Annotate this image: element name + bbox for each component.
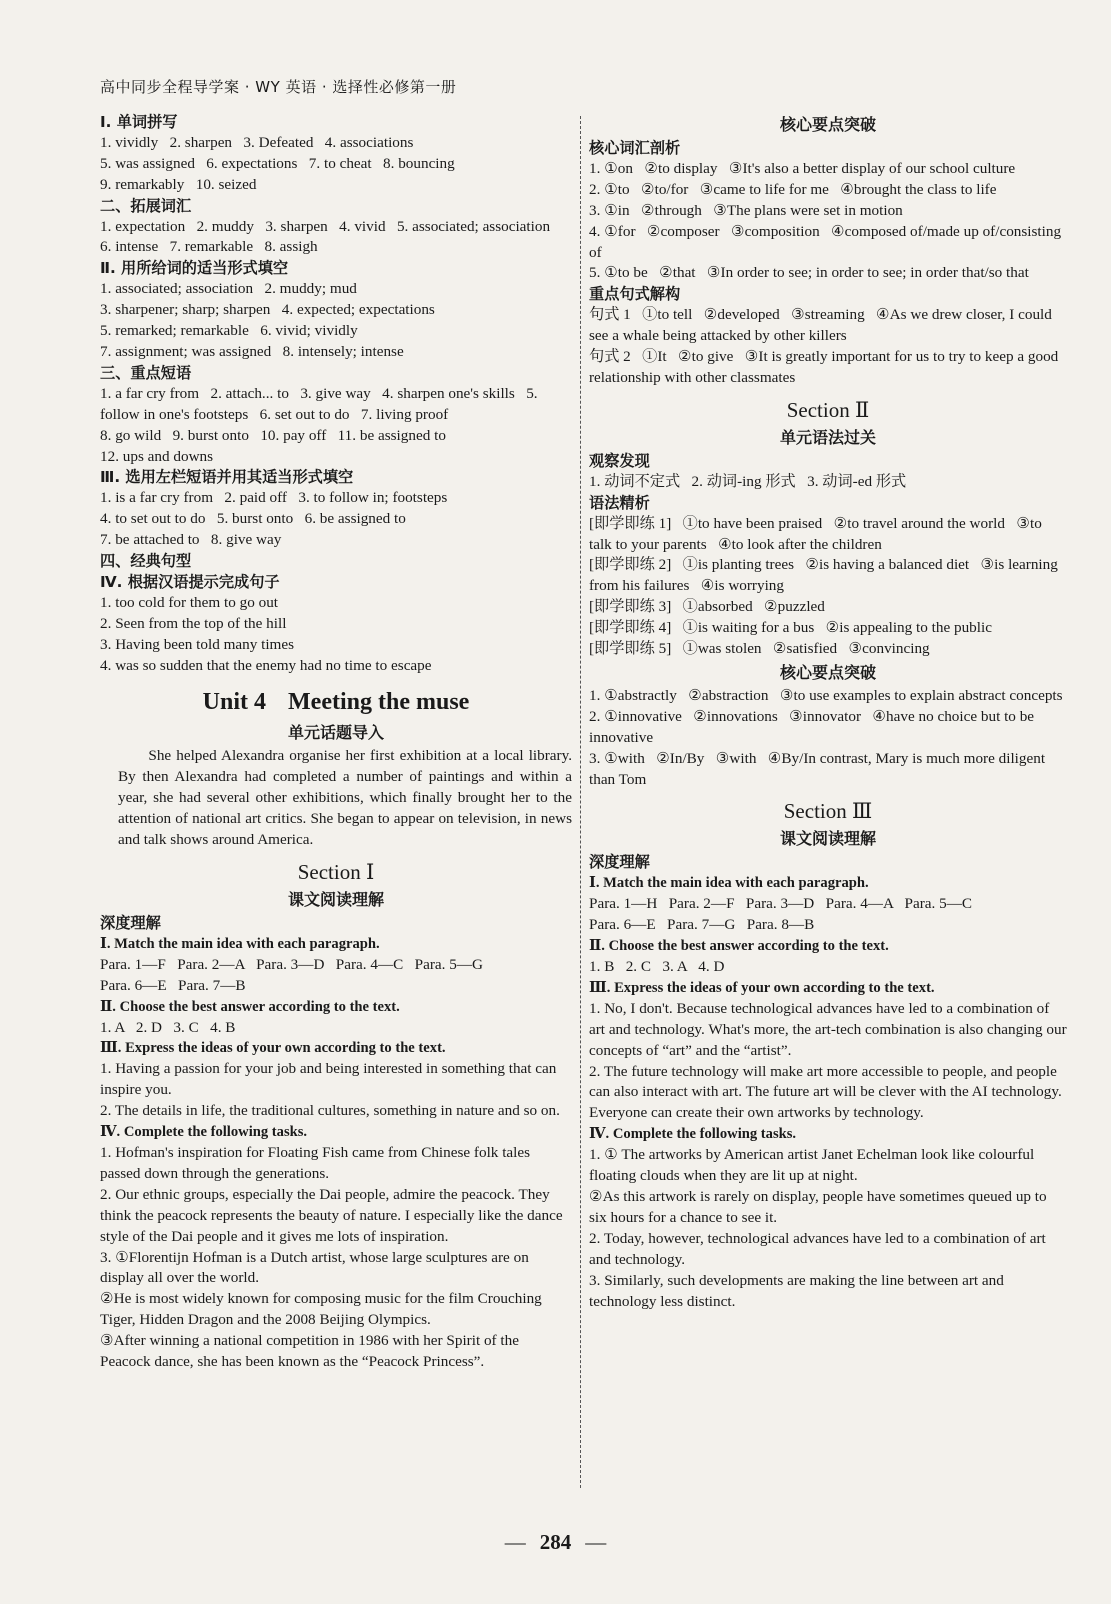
- section-3-title: Section Ⅲ: [783, 799, 873, 824]
- unit-intro-heading: 单元话题导入: [287, 723, 384, 743]
- section-heading: 重点句式解构: [589, 285, 681, 304]
- section-heading: Ⅳ. Complete the following tasks.: [589, 1126, 797, 1143]
- section-1-title: Section Ⅰ: [297, 860, 375, 884]
- answer-line: 4. to set out to do 5. burst onto 6. be assigned to: [100, 510, 406, 528]
- section-heading: Ⅳ. Complete the following tasks.: [100, 1124, 308, 1141]
- right-column: [589, 112, 1071, 1312]
- answer-line: ③After winning a national competition in 1986 with her Spirit of the Peacock dance, she has been known as the “Peacock Princess”.: [100, 1332, 523, 1371]
- section-heading: 语法精析: [589, 493, 650, 512]
- answer-line: 7. assignment; was assigned 8. intensely; intense: [100, 342, 404, 360]
- answer-line: 1. ①abstractly ②abstraction ③to use examples to explain abstract concepts: [589, 686, 1063, 704]
- section-heading: Ⅲ. Express the ideas of your own according to the text.: [100, 1040, 446, 1057]
- answer-line: 句式 2 ①It ②to give ③It is greatly important for us to try to keep a good relationship with other classmates: [589, 348, 1063, 386]
- page-header: 高中同步全程导学案 · WY 英语 · 选择性必修第一册: [100, 78, 457, 96]
- answer-line: 1. a far cry from 2. attach... to 3. give way 4. sharpen one's skills 5. follow in one's footsteps 6. set out to do 7. living proof: [100, 384, 542, 423]
- unit-name: Meeting the muse: [288, 689, 470, 716]
- answer-line: 1. ① The artworks by American artist Janet Echelman look like colourful floating clouds when they are lit up at night.: [589, 1146, 1039, 1185]
- answer-line: 3. Similarly, such developments are making the line between art and technology less distinct.: [589, 1271, 1008, 1310]
- answer-line: 12. ups and downs: [100, 447, 214, 465]
- answer-line: 2. The future technology will make art more accessible to people, and people can also interact with art. The future art will be clever with the AI technology. Everyone can create their own artworks by technology.: [589, 1062, 1066, 1122]
- answer-line: 1. Hofman's inspiration for Floating Fish came from Chinese folk tales passed down through the generations.: [100, 1143, 534, 1182]
- answer-line: [即学即练 2] ①is planting trees ②is having a balanced diet ③is learning from his failures ④is worrying: [589, 556, 1062, 595]
- answer-line: 句式 1 ①to tell ②developed ③streaming ④As we drew closer, I could see a whale being attacked by other killers: [589, 306, 1056, 345]
- section-3-subtitle: 课文阅读理解: [779, 829, 876, 849]
- page-number-value: 284: [539, 1530, 572, 1554]
- answer-line: 2. ①to ②to/for ③came to life for me ④brought the class to life: [589, 180, 997, 198]
- section-2-title: Section Ⅱ: [786, 397, 870, 422]
- answer-line: ②As this artwork is rarely on display, people have sometimes queued up to six hours for a chance to see it.: [589, 1187, 1051, 1226]
- section-heading: 深度理解: [100, 914, 161, 932]
- right-answers-block-4: [589, 852, 1071, 1312]
- section-heading: Ⅱ. 用所给词的适当形式填空: [100, 259, 289, 278]
- answer-line: Para. 6—E Para. 7—B: [100, 976, 246, 994]
- section-heading: Ⅲ. Express the ideas of your own according to the text.: [589, 979, 935, 996]
- section-heading: Ⅳ. 根据汉语提示完成句子: [100, 572, 280, 591]
- answer-line: Para. 1—H Para. 2—F Para. 3—D Para. 4—A Para. 5—C: [589, 895, 973, 913]
- section-1-subtitle: 课文阅读理解: [287, 890, 384, 909]
- answer-line: 1. A 2. D 3. C 4. B: [100, 1018, 236, 1036]
- column-divider: [580, 116, 581, 1488]
- left-answers-block-1: [100, 112, 572, 676]
- answer-line: 5. ①to be ②that ③In order to see; in order to see; in order that/so that: [589, 264, 1029, 282]
- answer-line: 9. remarkably 10. seized: [100, 175, 257, 193]
- unit-intro-text: She helped Alexandra organise her first exhibition at a local library. By then Alexandra had completed a number of paintings and within a year, she had several other exhibitions, which finally brought her to the attention of national art critics. She began to appear on television, in news and talk shows around America.: [118, 747, 572, 849]
- right-answers-block-3: [589, 686, 1067, 791]
- right-title-1: 核心要点突破: [779, 115, 876, 134]
- right-title-2: 核心要点突破: [779, 662, 876, 682]
- answer-line: 5. remarked; remarkable 6. vivid; vividly: [100, 322, 358, 340]
- section-heading: 核心词汇剖析: [589, 139, 681, 157]
- answer-line: 2. The details in life, the traditional cultures, something in nature and so on.: [100, 1102, 560, 1120]
- section-heading: Ⅰ. Match the main idea with each paragraph.: [589, 875, 869, 892]
- answer-line: 1. too cold for them to go out: [100, 593, 279, 611]
- section-heading: 观察发现: [589, 451, 650, 470]
- answer-line: 1. expectation 2. muddy 3. sharpen 4. vivid 5. associated; association 6. intense 7. remarkable 8. assigh: [100, 217, 562, 256]
- right-answers-block-2: [589, 451, 1067, 660]
- answer-line: 1. No, I don't. Because technological advances have led to a combination of art and technology. What's more, the art-tech combination is also changing our concepts of “art” and the “artist”.: [589, 999, 1071, 1059]
- answer-line: [即学即练 5] ①was stolen ②satisfied ③convincing: [589, 640, 930, 658]
- section-heading: Ⅰ. 单词拼写: [100, 113, 178, 131]
- left-answers-block-2: [100, 913, 572, 1373]
- left-column: [100, 112, 572, 1373]
- answer-line: [即学即练 1] ①to have been praised ②to travel around the world ③to talk to your parents ④to look after the children: [589, 514, 1046, 553]
- right-answers-block-1: [589, 138, 1067, 389]
- answer-line: 1. vividly 2. sharpen 3. Defeated 4. associations: [100, 133, 414, 151]
- answer-line: [即学即练 4] ①is waiting for a bus ②is appealing to the public: [589, 619, 992, 637]
- answer-line: Para. 1—F Para. 2—A Para. 3—D Para. 4—C Para. 5—G: [100, 955, 484, 973]
- section-heading: Ⅱ. Choose the best answer according to the text.: [589, 938, 889, 955]
- unit-number: Unit 4: [202, 689, 267, 716]
- section-heading: 四、经典句型: [100, 552, 192, 571]
- section-2-subtitle: 单元语法过关: [779, 427, 876, 447]
- page-number: — 284 —: [504, 1530, 607, 1554]
- answer-line: 3. Having been told many times: [100, 635, 295, 653]
- section-heading: Ⅱ. Choose the best answer according to the text.: [100, 998, 400, 1015]
- unit-title: [100, 684, 572, 720]
- section-heading: 深度理解: [589, 853, 650, 872]
- section-heading: Ⅰ. Match the main idea with each paragraph.: [100, 935, 380, 952]
- answer-line: 2. ①innovative ②innovations ③innovator ④have no choice but to be innovative: [589, 707, 1038, 746]
- answer-line: 2. Today, however, technological advances have led to a combination of art and technology.: [589, 1229, 1050, 1268]
- answer-line: 2. Our ethnic groups, especially the Dai people, admire the peacock. They think the peacock represents the beauty of nature. I especially like the dance style of the Dai people and it gives me lots of inspiration.: [100, 1185, 567, 1245]
- answer-line: 7. be attached to 8. give way: [100, 531, 282, 549]
- answer-line: [即学即练 3] ①absorbed ②puzzled: [589, 598, 825, 616]
- answer-line: 4. was so sudden that the enemy had no time to escape: [100, 656, 432, 674]
- section-heading: 三、重点短语: [100, 363, 192, 382]
- answer-line: 5. was assigned 6. expectations 7. to cheat 8. bouncing: [100, 154, 455, 172]
- answer-line: 3. ①in ②through ③The plans were set in motion: [589, 201, 903, 219]
- section-heading: 二、拓展词汇: [100, 196, 192, 215]
- answer-line: 1. associated; association 2. muddy; mud: [100, 280, 357, 298]
- answer-line: 1. is a far cry from 2. paid off 3. to follow in; footsteps: [100, 489, 448, 507]
- answer-line: 1. ①on ②to display ③It's also a better display of our school culture: [589, 159, 1016, 177]
- section-heading: Ⅲ. 选用左栏短语并用其适当形式填空: [100, 468, 354, 487]
- answer-line: 8. go wild 9. burst onto 10. pay off 11. be assigned to: [100, 426, 446, 444]
- answer-line: 4. ①for ②composer ③composition ④composed of/made up of/consisting of: [589, 222, 1065, 261]
- answer-line: 3. ①with ②In/By ③with ④By/In contrast, Mary is much more diligent than Tom: [589, 749, 1049, 788]
- answer-line: 2. Seen from the top of the hill: [100, 614, 287, 632]
- answer-line: 1. Having a passion for your job and being interested in something that can inspire you.: [100, 1060, 561, 1099]
- answer-line: 3. ①Florentijn Hofman is a Dutch artist, whose large sculptures are on display all over the world.: [100, 1248, 533, 1287]
- answer-line: Para. 6—E Para. 7—G Para. 8—B: [589, 916, 815, 934]
- answer-line: 3. sharpener; sharp; sharpen 4. expected; expectations: [100, 301, 435, 319]
- answer-line: 1. 动词不定式 2. 动词-ing 形式 3. 动词-ed 形式: [589, 472, 907, 490]
- answer-line: 1. B 2. C 3. A 4. D: [589, 958, 725, 975]
- answer-line: ②He is most widely known for composing music for the film Crouching Tiger, Hidden Dragon and the 2008 Beijing Olympics.: [100, 1290, 546, 1329]
